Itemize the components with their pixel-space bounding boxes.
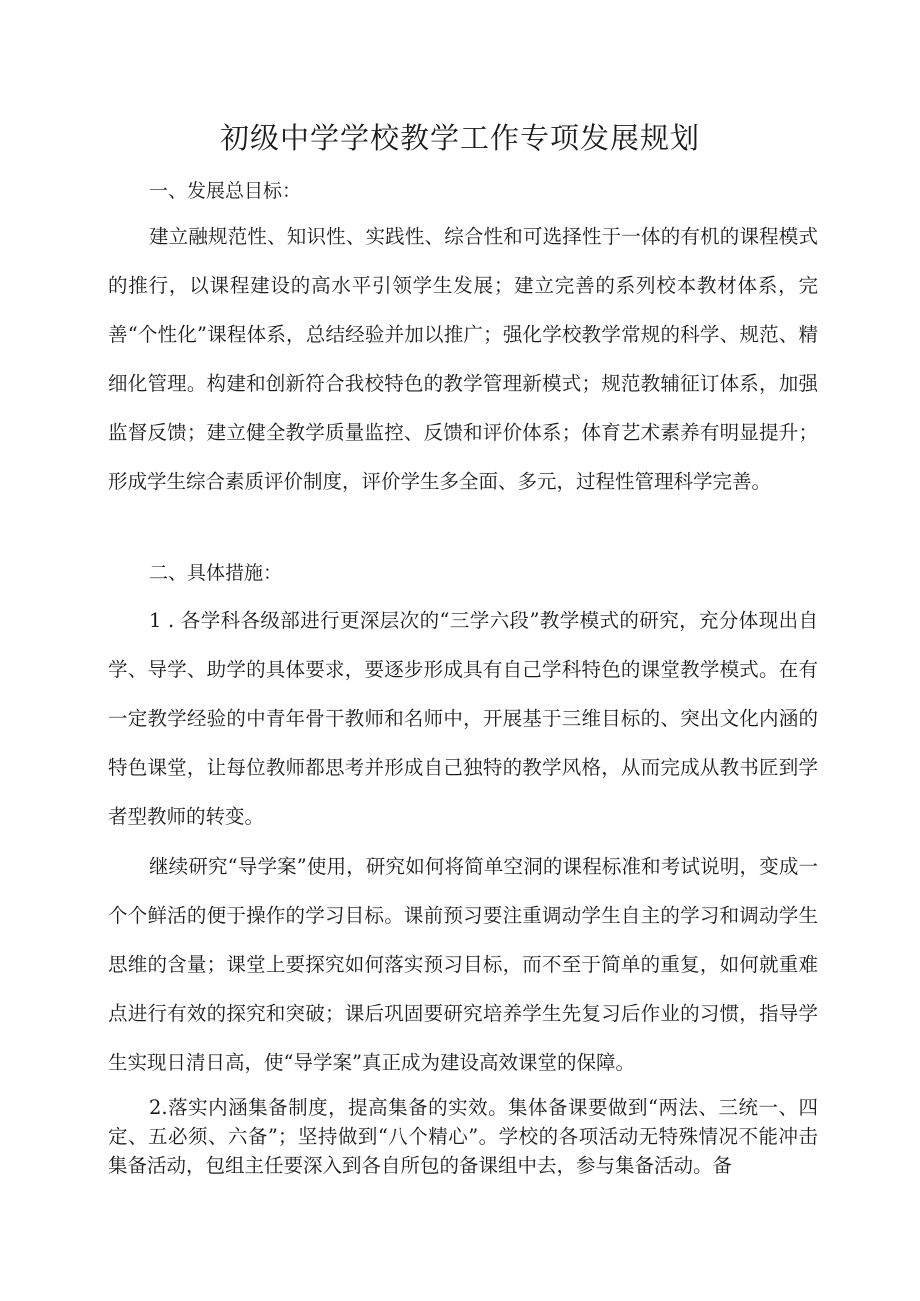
section-2-body-2 <box>108 842 818 1087</box>
section-2-body-3 <box>108 1093 818 1180</box>
section-2-heading: 二、具体措施： <box>149 562 283 584</box>
section-1-heading: 一、发展总目标： <box>149 180 302 202</box>
section-2-paragraph-2: 继续研究“导学案”使用，研究如何将简单空洞的课程标准和考试说明，变成一个个鲜活的便于操作的学习目标。课前预习要注重调动学生自主的学习和调动学生思维的含量；课堂上要探究如何落实预习目标，而不至于简单的重复，如何就重难点进行有效的探究和突破；课后巩固要研究培养学生先复习后作业的习惯，指导学生实现日清日高，使“导学案”真正成为建设高效课堂的保障。 <box>108 855 818 1074</box>
section-2-body-1 <box>108 596 818 841</box>
section-1-paragraph: 建立融规范性、知识性、实践性、综合性和可选择性于一体的有机的课程模式的推行，以课程建设的高水平引领学生发展；建立完善的系列校本教材体系，完善“个性化”课程体系，总结经验并加以推广；强化学校教学常规的科学、规范、精细化管理。构建和创新符合我校特色的教学管理新模式；规范教辅征订体系，加强监督反馈；建立健全教学质量监控、反馈和评价体系；体育艺术素养有明显提升；形成学生综合素质评价制度，评价学生多全面、多元，过程性管理科学完善。 <box>108 225 818 493</box>
section-1-body <box>108 212 818 506</box>
section-2-paragraph-1: 1 . 各学科各级部进行更深层次的“三学六段”教学模式的研究，充分体现出自学、导学、助学的具体要求，要逐步形成具有自己学科特色的课堂教学模式。在有一定教学经验的中青年骨干教师和名师中，开展基于三维目标的、突出文化内涵的特色课堂，让每位教师都思考并形成自己独特的教学风格，从而完成从教书匠到学者型教师的转变。 <box>108 609 818 828</box>
document-title: 初级中学学校教学工作专项发展规划 <box>219 121 700 155</box>
section-2 <box>108 558 818 588</box>
section-2-paragraph-3: 2.落实内涵集备制度，提高集备的实效。集体备课要做到“两法、三统一、四定、五必须、六备”；坚持做到“八个精心”。学校的各项活动无特殊情况不能冲击集备活动，包组主任要深入到各自所包的备课组中去，参与集备活动。备 <box>108 1096 818 1177</box>
section-1 <box>108 176 818 206</box>
